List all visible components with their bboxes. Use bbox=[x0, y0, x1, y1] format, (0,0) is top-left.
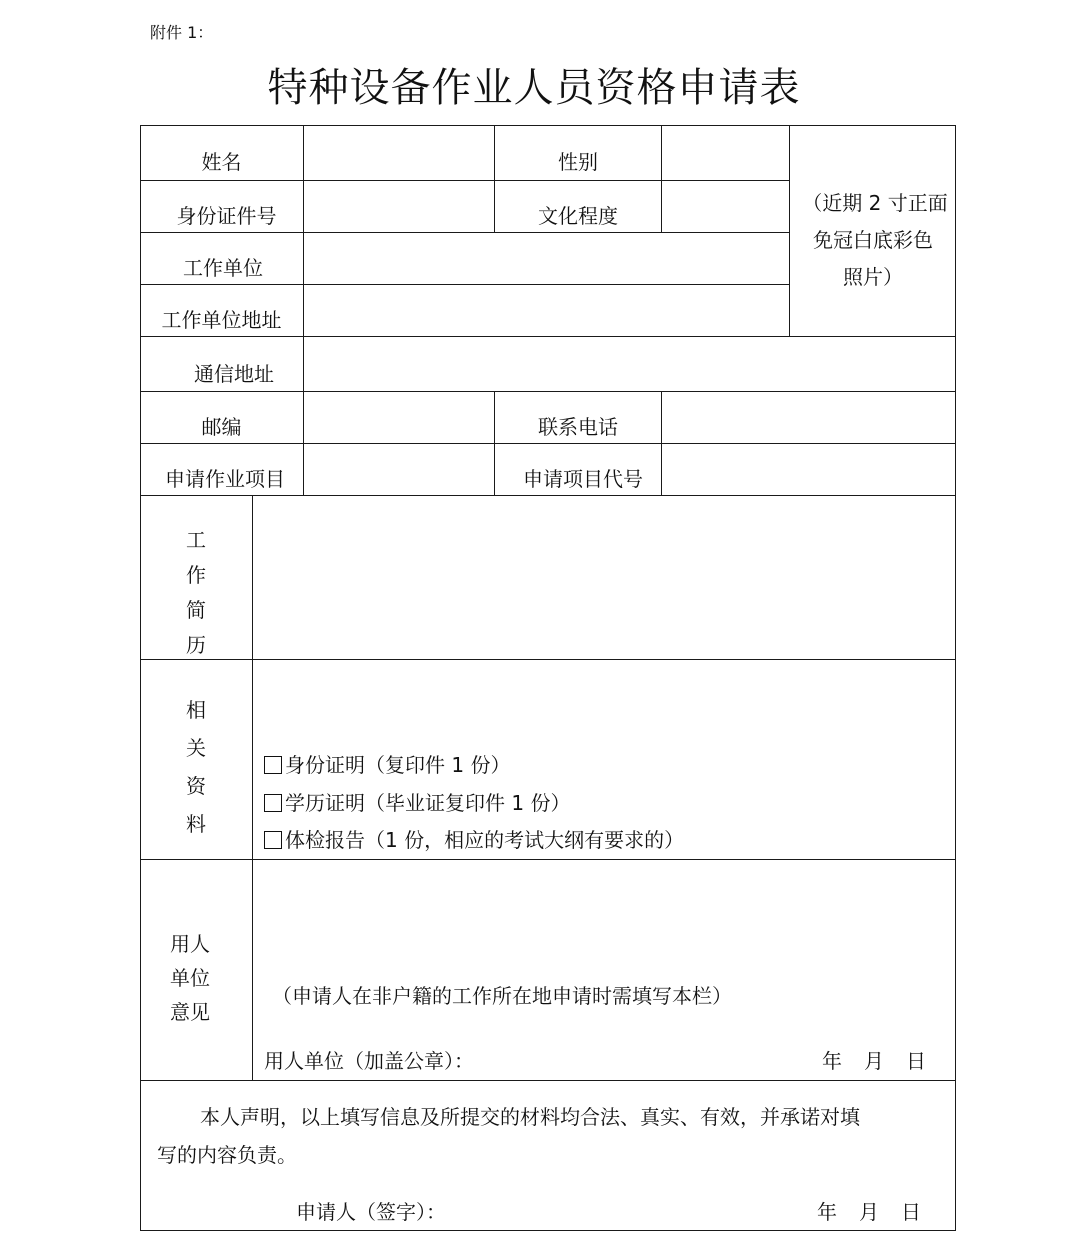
id-number-label: 身份证件号 bbox=[176, 204, 277, 228]
employer-seal-label: 用人单位（加盖公章）： bbox=[264, 1049, 474, 1073]
row-line bbox=[140, 659, 956, 660]
material-item-medical: 体检报告（1 份，相应的考试大纲有要求的） bbox=[264, 824, 684, 853]
row-line bbox=[140, 336, 956, 337]
attachment-label: 附件 1： bbox=[150, 23, 214, 42]
col-line bbox=[661, 125, 662, 233]
employer-opinion-note: （申请人在非户籍的工作所在地申请时需填写本栏） bbox=[272, 984, 732, 1008]
signature-label: 申请人（签字）： bbox=[296, 1200, 446, 1224]
declaration-text: 本人声明，以上填写信息及所提交的材料均合法、真实、有效，并承诺对填 bbox=[200, 1105, 860, 1129]
border-bottom bbox=[140, 1230, 956, 1231]
phone-label: 联系电话 bbox=[538, 415, 618, 439]
col-line bbox=[252, 495, 253, 1081]
checkbox-icon[interactable] bbox=[264, 794, 282, 812]
applied-item-label: 申请作业项目 bbox=[165, 467, 285, 491]
photo-note-line: 照片） bbox=[843, 265, 903, 289]
row-line bbox=[140, 180, 790, 181]
col-line bbox=[303, 125, 304, 496]
name-label: 姓名 bbox=[201, 150, 242, 174]
gender-label: 性别 bbox=[558, 150, 598, 174]
application-form bbox=[140, 125, 956, 1231]
checkbox-icon[interactable] bbox=[264, 756, 282, 774]
border-top bbox=[140, 125, 956, 126]
row-line bbox=[140, 443, 956, 444]
checkbox-icon[interactable] bbox=[264, 831, 282, 849]
row-line bbox=[140, 391, 956, 392]
employer-address-label: 工作单位地址 bbox=[161, 308, 282, 332]
education-label: 文化程度 bbox=[538, 204, 618, 228]
row-line bbox=[140, 284, 790, 285]
photo-note-line: （近期 2 寸正面 bbox=[802, 191, 948, 215]
material-item-education: 学历证明（毕业证复印件 1 份） bbox=[264, 787, 570, 816]
employer-label: 工作单位 bbox=[183, 256, 263, 280]
applied-item-code-label: 申请项目代号 bbox=[523, 467, 643, 491]
work-history-label: 工 作 简 历 bbox=[186, 528, 206, 657]
row-line bbox=[140, 495, 956, 496]
form-title: 特种设备作业人员资格申请表 bbox=[267, 65, 801, 111]
employer-opinion-label: 用人 单位 意见 bbox=[170, 932, 210, 1024]
material-item-id: 身份证明（复印件 1 份） bbox=[264, 749, 510, 778]
signature-date-label: 年 月 日 bbox=[817, 1200, 922, 1224]
row-line bbox=[140, 1080, 956, 1081]
materials-label: 相 关 资 料 bbox=[186, 698, 206, 836]
border-left bbox=[140, 125, 141, 1231]
employer-date-label: 年 月 日 bbox=[822, 1049, 927, 1073]
row-line bbox=[140, 232, 790, 233]
postcode-label: 邮编 bbox=[201, 415, 242, 439]
photo-note-line: 免冠白底彩色 bbox=[813, 228, 933, 252]
mailing-address-label: 通信地址 bbox=[194, 362, 274, 386]
row-line bbox=[140, 859, 956, 860]
border-right bbox=[955, 125, 956, 1231]
declaration-text: 写的内容负责。 bbox=[157, 1143, 297, 1167]
